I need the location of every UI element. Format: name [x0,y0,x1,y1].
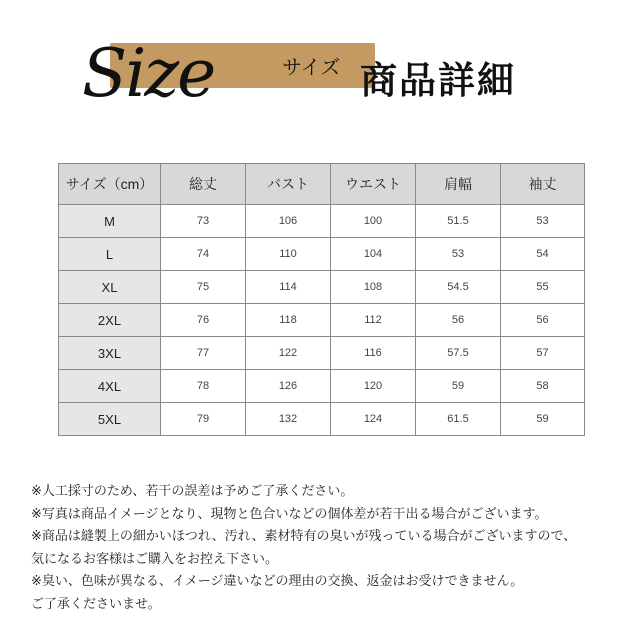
column-header-length: 総丈 [161,164,246,205]
table-cell: 77 [161,337,246,370]
size-kana-text: サイズ [282,55,341,79]
column-header-shoulder: 肩幅 [416,164,501,205]
table-cell: 112 [331,304,416,337]
note-line: ご了承くださいませ。 [31,596,161,612]
table-row [59,403,585,436]
size-cell: XL [59,271,161,304]
table-cell: 51.5 [416,205,501,238]
table-cell: 54 [501,238,585,271]
table-cell: 56 [416,304,501,337]
table-cell: 126 [246,370,331,403]
column-header-sleeve: 袖丈 [501,164,585,205]
table-cell: 104 [331,238,416,271]
table-cell: 120 [331,370,416,403]
table-cell: 75 [161,271,246,304]
column-header-size: サイズ（cm） [59,164,161,205]
table-cell: 58 [501,370,585,403]
table-cell: 124 [331,403,416,436]
table-cell: 57.5 [416,337,501,370]
table-row [59,271,585,304]
table-row [59,337,585,370]
note-line: ※臭い、色味が異なる、イメージ違いなどの理由の交換、返金はお受けできません。 [31,574,524,589]
column-header-waist: ウエスト [331,164,416,205]
table-cell: 73 [161,205,246,238]
table-cell: 53 [501,205,585,238]
title-banner [0,0,640,130]
size-script-text: Size [82,35,215,112]
table-cell: 106 [246,205,331,238]
table-cell: 61.5 [416,403,501,436]
table-cell: 57 [501,337,585,370]
table-cell: 53 [416,238,501,271]
table-cell: 116 [331,337,416,370]
table-row [59,205,585,238]
table-cell: 59 [501,403,585,436]
table-header-row [59,164,585,205]
table-cell: 59 [416,370,501,403]
table-cell: 78 [161,370,246,403]
table-cell: 110 [246,238,331,271]
size-table [58,163,585,436]
note-line: ※商品は縫製上の細かいほつれ、汚れ、素材特有の臭いが残っている場合がございますので、 [31,529,577,544]
table-cell: 76 [161,304,246,337]
table-cell: 108 [331,271,416,304]
table-cell: 74 [161,238,246,271]
size-cell: 2XL [59,304,161,337]
table-cell: 56 [501,304,585,337]
notes-section [31,481,631,616]
table-cell: 118 [246,304,331,337]
note-line: ※写真は商品イメージとなり、現物と色合いなどの個体差が若干出る場合がございます。 [31,506,548,522]
table-cell: 79 [161,403,246,436]
table-cell: 114 [246,271,331,304]
page-title: 商品詳細 [360,58,516,102]
note-line: 気になるお客様はご購入をお控え下さい。 [31,551,279,567]
table-row [59,304,585,337]
table-row [59,238,585,271]
size-cell: L [59,238,161,271]
size-cell: 4XL [59,370,161,403]
size-cell: 5XL [59,403,161,436]
table-row [59,370,585,403]
note-line: ※人工採寸のため、若干の誤差は予めご了承ください。 [31,484,354,499]
size-cell: M [59,205,161,238]
table-cell: 100 [331,205,416,238]
size-cell: 3XL [59,337,161,370]
table-cell: 122 [246,337,331,370]
table-cell: 55 [501,271,585,304]
column-header-bust: バスト [246,164,331,205]
table-cell: 132 [246,403,331,436]
table-cell: 54.5 [416,271,501,304]
